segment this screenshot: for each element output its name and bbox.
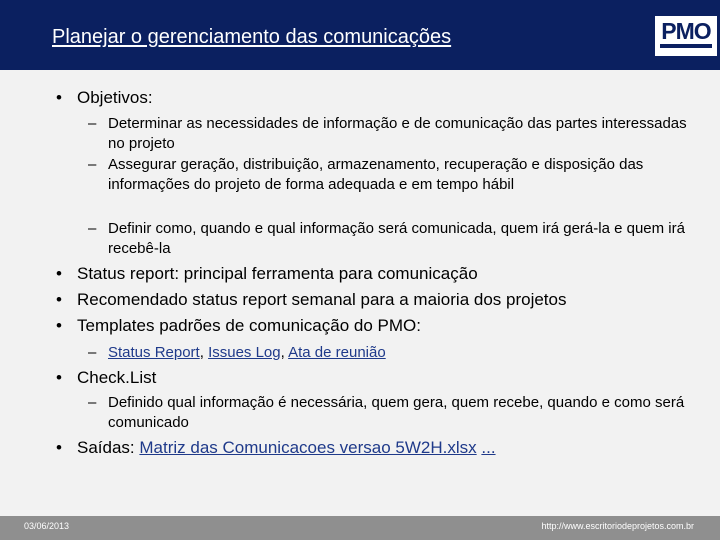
matriz-comunicacoes-link[interactable]: Matriz das Comunicacoes versao 5W2H.xlsx <box>139 438 477 457</box>
slide-footer <box>0 516 720 540</box>
objetivo-item-1 <box>88 114 698 154</box>
objetivo-text-3: Definir como, quando e qual informação será comunicada, quem irá gerá-la e quem irá recebê-la <box>108 220 685 257</box>
pmo-logo-underline <box>660 44 712 48</box>
templates-links-item <box>88 343 698 363</box>
link-separator: , <box>280 344 289 361</box>
checklist-item <box>88 393 698 433</box>
saidas-line <box>77 438 496 458</box>
saidas-more-link[interactable]: ... <box>481 438 496 457</box>
bullet-marker: • <box>56 264 62 283</box>
dash-marker: – <box>88 220 97 237</box>
pmo-logo <box>655 16 717 56</box>
objetivo-text-2: Assegurar geração, distribuição, armazenamento, recuperação e disposição das informações do projeto de forma adequada e em tempo hábil <box>108 156 644 193</box>
slide-content <box>0 70 720 516</box>
slide-title: Planejar o gerenciamento das comunicações <box>52 26 452 48</box>
dash-marker: – <box>88 344 97 361</box>
slide-header <box>0 0 720 70</box>
bullet-marker: • <box>56 88 62 107</box>
issues-log-link[interactable]: Issues Log <box>208 344 281 361</box>
link-separator: , <box>199 344 209 361</box>
bullet-marker: • <box>56 316 62 335</box>
pmo-logo-text: PMO <box>661 18 711 44</box>
objetivos-label: Objetivos: <box>77 88 153 107</box>
objetivo-text-1: Determinar as necessidades de informação e de comunicação das partes interessadas no projeto <box>108 115 687 152</box>
bullet-marker: • <box>56 438 62 457</box>
templates-label: Templates padrões de comunicação do PMO: <box>77 316 421 335</box>
checklist-text: Definido qual informação é necessária, quem gera, quem recebe, quando e como será comunicado <box>108 394 685 431</box>
dash-marker: – <box>88 156 97 173</box>
ata-de-reuniao-link[interactable]: Ata de reunião <box>288 344 386 361</box>
checklist-label: Check.List <box>77 368 157 387</box>
recomendado-text: Recomendado status report semanal para a maioria dos projetos <box>77 290 567 309</box>
footer-date: 03/06/2013 <box>24 521 70 531</box>
objetivo-item-3 <box>88 219 698 259</box>
templates-links <box>108 343 698 363</box>
bullet-marker: • <box>56 290 62 309</box>
objetivo-item-2 <box>88 155 698 195</box>
status-report-text: Status report: principal ferramenta para comunicação <box>77 264 478 283</box>
saidas-label: Saídas: <box>77 438 140 457</box>
footer-url: http://www.escritoriodeprojetos.com.br <box>541 521 694 531</box>
dash-marker: – <box>88 394 97 411</box>
bullet-marker: • <box>56 368 62 387</box>
dash-marker: – <box>88 115 97 132</box>
status-report-link[interactable]: Status Report <box>108 344 200 361</box>
